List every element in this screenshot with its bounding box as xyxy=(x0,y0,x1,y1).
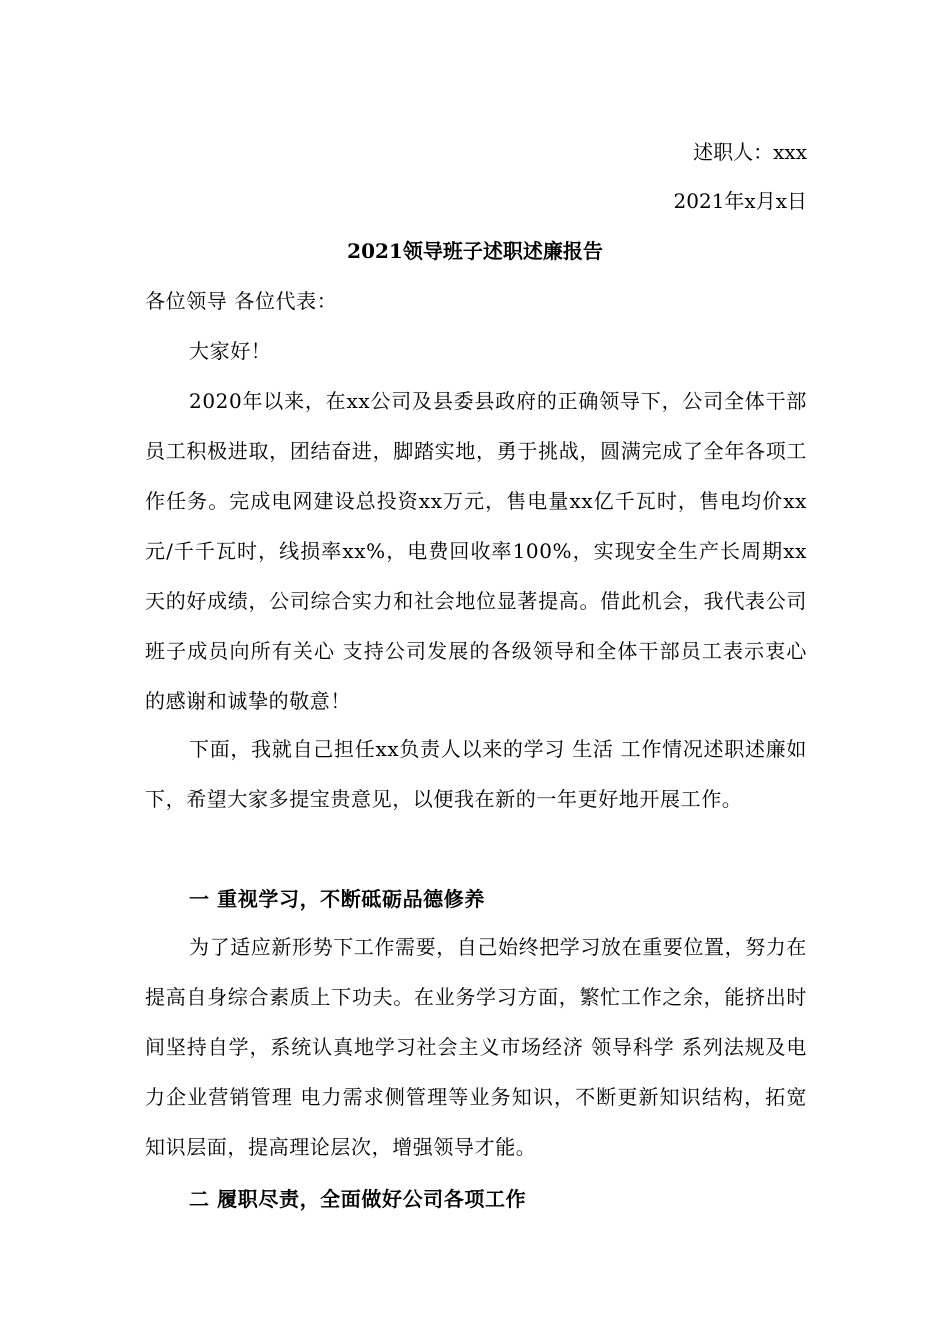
reporter-line: 述职人：xxx xyxy=(693,140,807,164)
greeting-text: 大家好！ xyxy=(189,339,272,363)
section-heading-2: 二 履职尽责，全面做好公司各项工作 xyxy=(189,1187,527,1211)
section-1-text: 为了适应新形势下工作需要，自己始终把学习放在重要位置，努力在提高自身综合素质上下功夫。在业务学习方面，繁忙工作之余，能挤出时间坚持自学，系统认真地学习社会主义市场经济 领导科学 系列法规及电力企业营销管理 电力需求侧管理等业务知识，不断更新知识结构，拓宽知识层面，提高理论层次，增强领导才能。 xyxy=(145,935,807,1159)
paragraph-intro xyxy=(145,376,807,726)
greeting xyxy=(145,326,807,376)
date-line: 2021年x月x日 xyxy=(673,189,807,213)
paragraph-intro-text: 2020年以来，在xx公司及县委县政府的正确领导下，公司全体干部员工积极进取，团结奋进，脚踏实地，勇于挑战，圆满完成了全年各项工作任务。完成电网建设总投资xx万元，售电量xx亿千瓦时，售电均价xx元/千千瓦时，线损率xx%，电费回收率100%，实现安全生产长周期xx天的好成绩，公司综合实力和社会地位显著提高。借此机会，我代表公司班子成员向所有关心 支持公司发展的各级领导和全体干部员工表示衷心的感谢和诚挚的敬意！ xyxy=(145,389,807,713)
document-title: 2021领导班子述职述廉报告 xyxy=(347,239,603,263)
paragraph-overview-text: 下面，我就自己担任xx负责人以来的学习 生活 工作情况述职述廉如下，希望大家多提宝贵意见，以便我在新的一年更好地开展工作。 xyxy=(145,737,807,811)
salutation xyxy=(145,276,807,326)
section-1-paragraph xyxy=(145,922,807,1172)
section-heading-1: 一 重视学习，不断砥砺品德修养 xyxy=(189,887,485,911)
salutation-text: 各位领导 各位代表： xyxy=(145,289,338,313)
paragraph-overview xyxy=(145,724,807,824)
